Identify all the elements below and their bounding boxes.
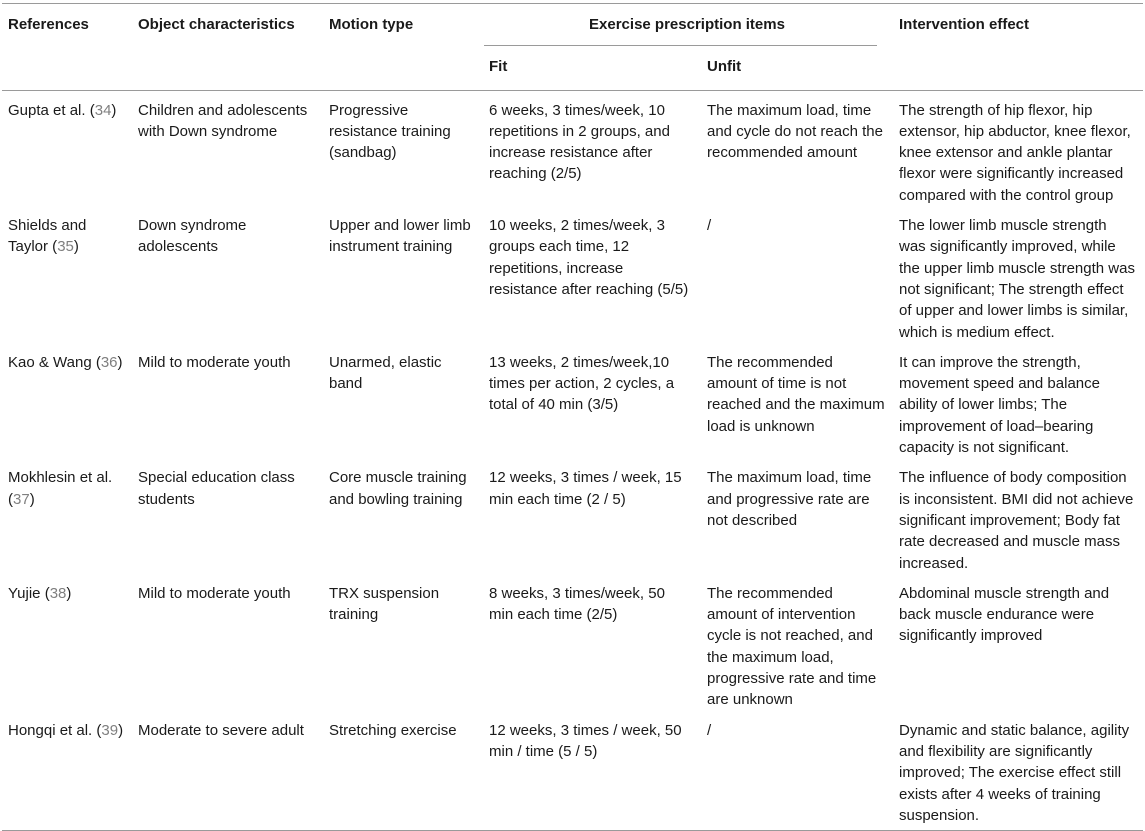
header-fit: Fit	[483, 46, 701, 90]
cell-object-characteristics: Children and adolescents with Down syndrome	[138, 101, 308, 140]
cell-intervention-effect: Dynamic and static balance, agility and flexibility are significantly improved; The exercise effect still exists after 4 weeks of training suspension.	[893, 711, 1143, 831]
cell-reference: Kao & Wang (36)	[8, 353, 123, 371]
table-row	[2, 90, 1143, 206]
reference-author: Yujie	[8, 584, 41, 602]
header-references: References	[2, 4, 132, 91]
cell-motion-type: TRX suspension training	[329, 584, 440, 624]
table-row	[2, 458, 1143, 573]
cell-reference: Hongqi et al. (39)	[2, 711, 132, 831]
cell-intervention-effect: The strength of hip flexor, hip extensor, hip abductor, knee flexor, knee extensor and ankle plantar flexor were significantly increased compared with the control group	[899, 101, 1131, 204]
reference-citation-link[interactable]: 36	[100, 353, 118, 371]
cell-object-characteristics: Moderate to severe adult	[132, 711, 323, 831]
cell-unfit: /	[701, 711, 893, 831]
cell-motion-type: Stretching exercise	[323, 711, 483, 831]
cell-motion-type: Unarmed, elastic band	[329, 353, 442, 393]
cell-fit: 12 weeks, 3 times / week, 50 min / time (5 / 5)	[483, 711, 701, 831]
cell-unfit: /	[707, 217, 712, 235]
header-exercise-prescription	[483, 4, 893, 47]
cell-motion-type: Upper and lower limb instrument training	[329, 217, 471, 256]
reference-author: Mokhlesin et al.	[8, 469, 113, 487]
reference-citation-link[interactable]: 34	[94, 101, 112, 119]
cell-fit: 13 weeks, 2 times/week,10 times per action, 2 cycles, a total of 40 min (3/5)	[489, 353, 675, 414]
cell-fit: 10 weeks, 2 times/week, 3 groups each time, 12 repetitions, increase resistance after reaching (5/5)	[489, 217, 689, 298]
header-exercise-prescription-label: Exercise prescription items	[589, 16, 785, 33]
cell-unfit: The recommended amount of intervention cycle is not reached, and the maximum load, progressive rate and time are unknown	[707, 584, 877, 709]
cell-reference: Mokhlesin et al. (37)	[8, 469, 113, 508]
cell-fit: 6 weeks, 3 times/week, 10 repetitions in 2 groups, and increase resistance after reaching (2/5)	[489, 101, 670, 183]
table-body	[2, 90, 1143, 831]
cell-unfit: The maximum load, time and cycle do not reach the recommended amount	[707, 101, 883, 162]
cell-unfit: The recommended amount of time is not reached and the maximum load is unknown	[707, 353, 885, 435]
table-row	[2, 711, 1143, 831]
reference-citation-link[interactable]: 37	[13, 490, 30, 508]
cell-fit: 12 weeks, 3 times / week, 15 min each time (2 / 5)	[489, 469, 682, 508]
cell-motion-type: Progressive resistance training (sandbag)	[329, 101, 451, 162]
reference-author: Shields and Taylor	[8, 217, 87, 256]
table-row	[2, 343, 1143, 458]
reference-author: Gupta et al.	[8, 101, 86, 119]
cell-intervention-effect: Abdominal muscle strength and back muscle endurance were significantly improved	[899, 584, 1110, 645]
table-row	[2, 206, 1143, 343]
table-header	[2, 4, 1143, 91]
cell-unfit: The maximum load, time and progressive rate are not described	[707, 469, 872, 529]
reference-author: Hongqi et al.	[8, 721, 93, 739]
cell-fit: 8 weeks, 3 times/week, 50 min each time (2/5)	[489, 584, 665, 624]
table-row	[2, 574, 1143, 711]
cell-intervention-effect: The influence of body composition is inconsistent. BMI did not achieve significant improvement; Body fat rate decreased and muscle mass increased.	[899, 469, 1134, 572]
cell-object-characteristics: Down syndrome adolescents	[138, 217, 247, 256]
reference-author: Kao & Wang	[8, 353, 92, 371]
reference-citation-link[interactable]: 38	[49, 584, 67, 602]
header-intervention-effect: Intervention effect	[893, 4, 1143, 91]
header-unfit: Unfit	[701, 46, 893, 90]
cell-reference: Gupta et al. (34)	[8, 101, 117, 119]
cell-object-characteristics: Mild to moderate youth	[138, 584, 291, 602]
reference-citation-link[interactable]: 39	[101, 721, 119, 739]
header-object-characteristics: Object characteristics	[132, 4, 323, 91]
cell-reference: Yujie (38)	[8, 584, 72, 602]
reference-citation-link[interactable]: 35	[57, 238, 74, 256]
exercise-intervention-table	[2, 3, 1143, 831]
cell-motion-type: Core muscle training and bowling training	[329, 469, 467, 508]
cell-intervention-effect: The lower limb muscle strength was significantly improved, while the upper limb muscle strength was not significant; The strength effect of upper and lower limbs is similar, which is medium effect.	[899, 217, 1135, 341]
cell-object-characteristics: Special education class students	[138, 469, 295, 508]
cell-object-characteristics: Mild to moderate youth	[138, 353, 291, 371]
cell-reference: Shields and Taylor (35)	[8, 217, 87, 256]
cell-intervention-effect: It can improve the strength, movement speed and balance ability of lower limbs; The improvement of load–bearing capacity is not significant.	[899, 353, 1100, 457]
header-motion-type: Motion type	[323, 4, 483, 91]
